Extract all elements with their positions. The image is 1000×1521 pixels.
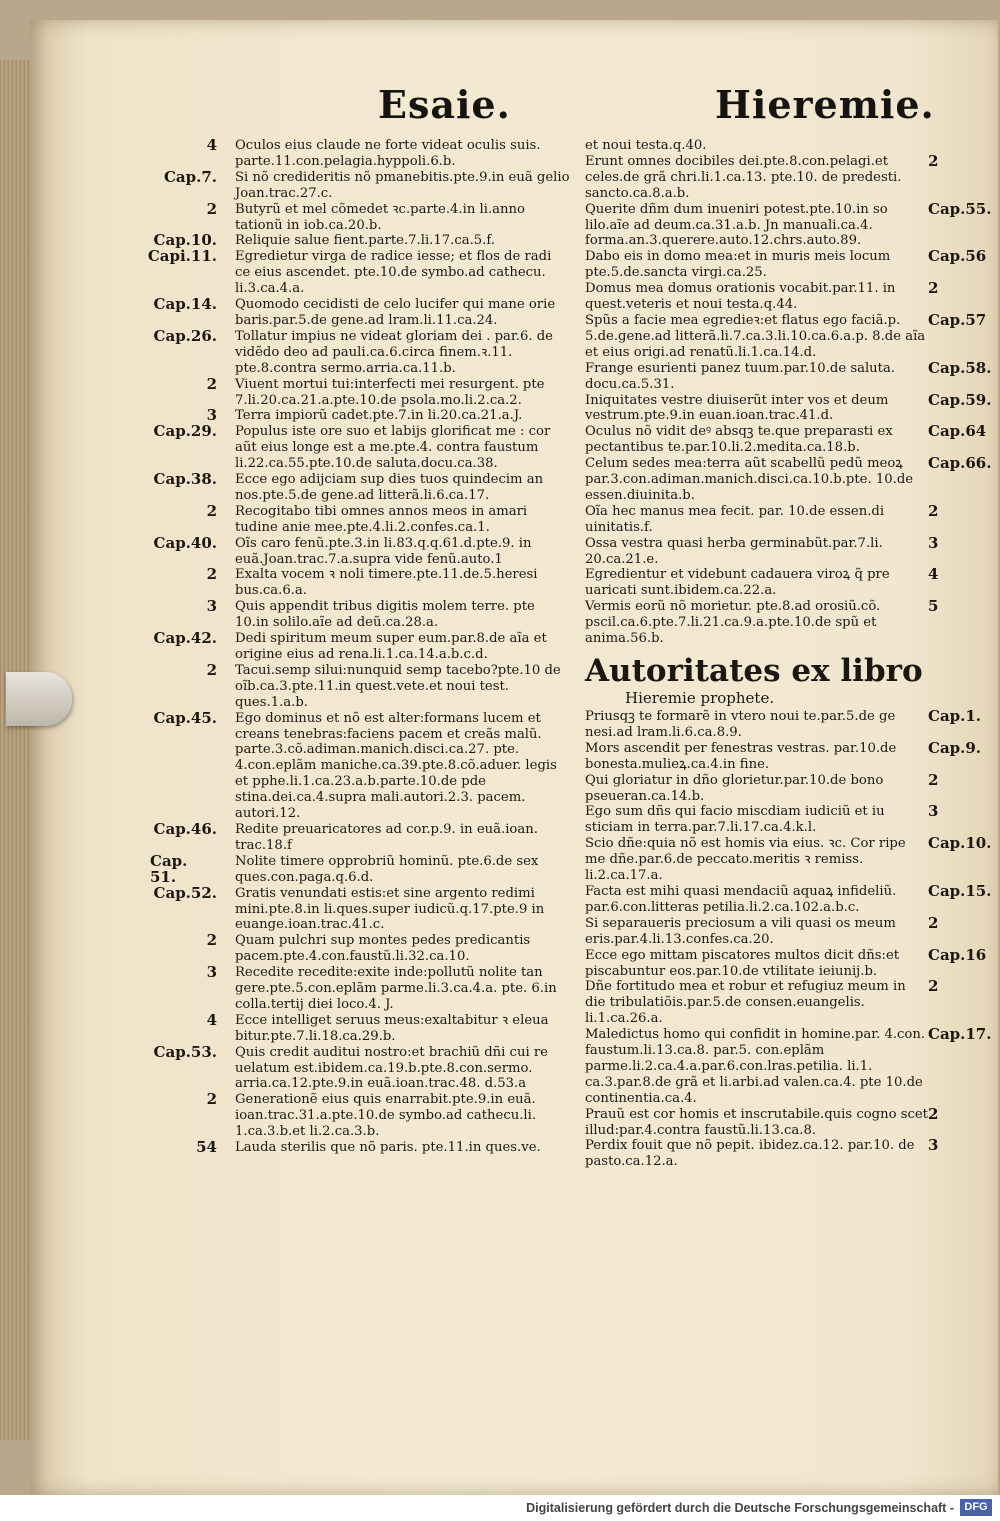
- subheading: [585, 653, 990, 707]
- subheading-subtitle: Hieremie prophete.: [625, 689, 775, 707]
- citation-text: Mors ascendit per fenestras vestras. par.10.de bonesta.mulieꝝ.ca.4.in fine.: [585, 740, 897, 772]
- citation-entry: [585, 281, 990, 313]
- page-clip: [6, 672, 72, 726]
- citation-entry: [150, 819, 570, 854]
- citation-entry: [585, 567, 990, 599]
- chapter-label: 4: [206, 1010, 217, 1029]
- chapter-label: Cap.29.: [153, 422, 217, 441]
- citation-entry: [585, 1138, 990, 1170]
- citation-text: Ecce intelliget seruus meus:exaltabitur ꝛ eleua bitur.pte.7.li.18.ca.29.b.: [235, 1012, 549, 1044]
- citation-entry: [585, 456, 990, 504]
- citation-text: Celum sedes mea:terra aũt scabellũ pedũ meoꝝ par.3.con.adiman.manich.disci.ca.10.b.pte. 10.de essen.diuinita.b.: [585, 456, 914, 503]
- citation-text: Gratis venundati estis:et sine argento redimi mini.pte.8.in li.ques.super iudicũ.q.17.pte.9 in euange.ioan.trac.41.c.: [235, 885, 545, 933]
- citation-entry: [150, 199, 570, 234]
- citation-text: Oĩa hec manus mea fecit. par. 10.de essen.di uinitatis.f.: [585, 503, 885, 535]
- chapter-label: Cap.53.: [153, 1042, 217, 1061]
- citation-entry: [150, 1042, 570, 1093]
- chapter-label: Cap.55.: [928, 199, 992, 218]
- citation-entry: [585, 881, 992, 916]
- citation-entry: [585, 599, 990, 647]
- citation-entry: [585, 913, 990, 948]
- chapter-label: Cap.15.: [928, 881, 992, 900]
- chapter-label: Cap.45.: [153, 708, 217, 727]
- citation-text: Ecce ego adijciam sup dies tuos quindecim an nos.pte.5.de gene.ad litterã.li.6.ca.17.: [235, 472, 544, 503]
- chapter-label: 2: [928, 151, 939, 170]
- citation-text: Quam pulchri sup montes pedes predicantis pacem.pte.4.con.faustũ.li.32.ca.10.: [235, 933, 531, 965]
- citation-text: Ego dominus et nõ est alter:formans lucem et creans tenebras:faciens pacem et creãs malũ. parte.3.cõ.adiman.manich.disci.ca.27. pte. 4.con.eplãm maniche.ca.39.pte.8.cõ.aduer. legis et pphe.li.1.ca.23.a.b.parte.10.de pde stina.dei.ca.4.supra mali.autori.2.3. pacem. autori.12.: [235, 710, 557, 822]
- citation-text: Populus iste ore suo et labijs glorificat me : cor aũt eius longe est a me.pte.4. contra faustum li.22.ca.55.pte.10.de saluta.docu.ca.38.: [235, 424, 551, 472]
- citation-text: Redite preuaricatores ad cor.p.9. in euã.ioan. trac.18.f: [235, 821, 538, 853]
- chapter-label: 3: [206, 963, 217, 982]
- citation-text: Si nõ credideritis nõ pmanebitis.pte.9.in euã gelio Joan.trac.27.c.: [235, 169, 570, 201]
- chapter-label: Cap.57: [928, 310, 987, 329]
- chapter-label: Cap.56: [928, 247, 987, 266]
- chapter-label: 2: [928, 977, 939, 996]
- citation-text: Nolite timere opprobriũ hominũ. pte.6.de sex ques.con.paga.q.6.d.: [235, 853, 539, 885]
- running-head-right: Hieremie.: [715, 82, 935, 127]
- chapter-label: 2: [206, 660, 217, 679]
- citation-text: Oculos eius claude ne forte videat oculis suis. parte.11.con.pelagia.hyppoli.6.b.: [235, 138, 541, 169]
- citation-entry: [150, 599, 570, 631]
- chapter-label: Cap.64: [928, 422, 987, 441]
- chapter-label: 54: [196, 1138, 217, 1157]
- citation-entry: [150, 1140, 570, 1156]
- chapter-label: 3: [928, 1136, 939, 1155]
- citation-entry: [585, 390, 992, 425]
- chapter-label: 2: [928, 770, 939, 789]
- citation-entry: [150, 138, 570, 170]
- chapter-label: 2: [206, 1090, 217, 1109]
- citation-entry: [150, 1010, 570, 1045]
- chapter-label: 5: [928, 597, 939, 616]
- citation-text: Egredietur virga de radice iesse; et flos de radi ce eius ascendet. pte.10.de symbo.ad cathecu. li.3.ca.4.a.: [235, 249, 552, 297]
- citation-entry: [150, 883, 570, 934]
- citation-text: Erunt omnes docibiles dei.pte.8.con.pelagi.et celes.de grã chri.li.1.ca.13. pte.10. de predesti. sancto.ca.8.a.b.: [585, 153, 902, 201]
- citation-entry: [150, 374, 570, 409]
- citation-entry: [585, 151, 990, 202]
- citation-entry: [150, 501, 570, 536]
- chapter-label: 2: [928, 501, 939, 520]
- citation-entry: [585, 979, 990, 1027]
- right-entries-hieremie: [585, 709, 990, 1170]
- citation-text: Quis credit auditui nostro:et brachiũ dñi cui re uelatum est.ibidem.ca.19.b.pte.8.con.sermo. arria.ca.12.pte.9.in euã.ioan.trac.48. d.53.a: [235, 1044, 548, 1092]
- citation-text: Exalta vocem ꝛ noli timere.pte.11.de.5.heresi bus.ca.6.a.: [235, 567, 538, 599]
- citation-entry: [150, 708, 570, 822]
- citation-text: Dñe fortitudo mea et robur et refugiuz meum in die tribulatiõis.par.5.de consen.euangelis. li.1.ca.26.a.: [585, 979, 906, 1027]
- citation-text: Butyrũ et mel cõmedet ꝛc.parte.4.in li.anno tationũ in iob.ca.20.b.: [235, 201, 525, 233]
- citation-entry: [585, 533, 990, 568]
- citation-text: Dedi spiritum meum super eum.par.8.de aĩa et origine eius ad rena.li.1.ca.14.a.b.c.d.: [235, 631, 547, 662]
- citation-entry: [150, 533, 570, 568]
- citation-text: Spũs a facie mea egredieꝛ:et flatus ego faciã.p. 5.de.gene.ad litterã.li.7.ca.3.li.10.ca.6.a.p. 8.de aĩa et eius origi.ad renatũ.li.1.ca.14.d.: [585, 312, 926, 360]
- dfg-logo: DFG: [960, 1499, 992, 1516]
- citation-text: Querite dñm dum inueniri potest.pte.10.in so lilo.aĩe ad deum.ca.31.a.b. Jn manuali.ca.4. forma.an.3.querere.auto.12.chrs.auto.89.: [585, 201, 888, 249]
- citation-entry: [150, 1092, 570, 1140]
- citation-text: Dabo eis in domo mea:et in muris meis locum pte.5.de.sancta virgi.ca.25.: [585, 249, 891, 281]
- chapter-label: Cap.10.: [928, 834, 992, 853]
- citation-text: Terra impiorũ cadet.pte.7.in li.20.ca.21.a.J.: [235, 408, 523, 424]
- citation-text: Perdix fouit que nõ pepit. ibidez.ca.12. par.10. de pasto.ca.12.a.: [585, 1138, 915, 1170]
- citation-entry: [150, 660, 570, 711]
- citation-entry: [150, 933, 570, 965]
- citation-entry: [585, 501, 990, 536]
- citation-entry: [585, 836, 990, 884]
- citation-entry: [585, 424, 990, 456]
- right-column: [585, 138, 990, 1170]
- citation-text: Oĩs caro fenũ.pte.3.in li.83.q.q.61.d.pte.9. in euã.Joan.trac.7.a.supra vide fenũ.auto.1: [235, 535, 532, 567]
- citation-text: Ossa vestra quasi herba germinabũt.par.7.li. 20.ca.21.e.: [585, 535, 883, 567]
- citation-text: Egredientur et videbunt cadauera viroꝝ q̃ pre uaricati sunt.ibidem.ca.22.a.: [585, 567, 890, 599]
- chapter-label: 3: [928, 533, 939, 552]
- chapter-label: Cap.14.: [153, 295, 217, 314]
- citation-text: Prauũ est cor homis et inscrutabile.quis cogno scet illud:par.4.contra faustũ.li.13.ca.8.: [585, 1106, 928, 1138]
- chapter-label: Cap.46.: [153, 819, 217, 838]
- citation-text: Maledictus homo qui confidit in homine.par. 4.con. faustum.li.13.ca.8. par.5. con.eplãm parme.li.2.ca.4.a.par.6.con.lras.petilia. li.1. ca.3.par.8.de grã et li.arbi.ad valen.ca.4. pte 10.de continentia.ca.4.: [585, 1027, 926, 1106]
- chapter-label: 2: [206, 565, 217, 584]
- citation-entry: [150, 567, 570, 599]
- citation-text: et noui testa.q.40.: [585, 138, 707, 153]
- citation-entry: [585, 709, 990, 741]
- citation-entry: [585, 770, 990, 805]
- citation-text: Domus mea domus orationis vocabit.par.11. in quest.veteris et noui testa.q.44.: [585, 281, 896, 313]
- citation-text: Lauda sterilis que nõ paris. pte.11.in ques.ve.: [235, 1140, 541, 1156]
- citation-text: Recogitabo tibi omnes annos meos in amari tudine anie mee.pte.4.li.2.confes.ca.1.: [235, 503, 528, 535]
- citation-text: Si separaueris preciosum a vili quasi os meum eris.par.4.li.13.confes.ca.20.: [585, 915, 896, 947]
- chapter-label: 2: [206, 199, 217, 218]
- chapter-label: Cap.26.: [153, 326, 217, 345]
- citation-entry: [585, 1104, 990, 1139]
- citation-text: Quomodo cecidisti de celo lucifer qui mane orie baris.par.5.de gene.ad lram.li.11.ca.24.: [235, 297, 556, 328]
- chapter-label: 3: [928, 802, 939, 821]
- citation-entry: [150, 851, 570, 886]
- citation-text: Generationẽ eius quis enarrabit.pte.9.in euã. ioan.trac.31.a.pte.10.de symbo.ad cathecu.li. 1.ca.3.b.et li.2.ca.3.b.: [235, 1092, 537, 1140]
- citation-entry: [150, 424, 570, 472]
- citation-text: Vermis eorũ nõ morietur. pte.8.ad orosiũ.cõ. pscil.ca.6.pte.7.li.21.ca.9.a.pte.10.de spũ et anima.56.b.: [585, 599, 881, 647]
- chapter-label: Capi.11.: [147, 247, 217, 266]
- citation-text: Reliquie salue fient.parte.7.li.17.ca.5.f.: [235, 233, 495, 249]
- chapter-label: Cap. 51.: [150, 851, 188, 886]
- chapter-label: Cap.7.: [163, 167, 217, 186]
- citation-text: Frange esurienti panez tuum.par.10.de saluta. docu.ca.5.31.: [585, 360, 896, 392]
- citation-text: Facta est mihi quasi mendaciũ aquaꝝ infideliũ. par.6.con.litteras petilia.li.2.ca.102.a.b.c.: [585, 883, 897, 915]
- citation-entry: [585, 199, 992, 250]
- citation-entry: [585, 945, 990, 980]
- chapter-label: 3: [206, 406, 217, 425]
- chapter-label: Cap.16: [928, 945, 987, 964]
- running-head-left: Esaie.: [378, 82, 511, 127]
- citation-entry: [150, 297, 570, 329]
- chapter-label: Cap.42.: [153, 629, 217, 648]
- citation-text: Oculus nõ vidit deꝰ absqꝫ te.que preparasti ex pectantibus te.par.10.li.2.medita.ca.18.b.: [585, 424, 893, 456]
- chapter-label: Cap.66.: [928, 454, 992, 473]
- chapter-label: 4: [928, 565, 939, 584]
- right-entries-esaie: [585, 138, 990, 647]
- chapter-label: 2: [206, 374, 217, 393]
- citation-text: Qui gloriatur in dño glorietur.par.10.de bono pseueran.ca.14.b.: [585, 772, 884, 804]
- chapter-label: 2: [206, 501, 217, 520]
- citation-entry: [585, 249, 990, 281]
- chapter-label: Cap.38.: [153, 470, 217, 489]
- citation-text: Quis appendit tribus digitis molem terre. pte 10.in solilo.aĩe ad deũ.ca.28.a.: [235, 599, 535, 631]
- citation-text: Tollatur impius ne videat gloriam dei . par.6. de vidẽdo deo ad pauli.ca.6.circa finem.ꝛ.11. pte.8.contra sermo.arria.ca.11.b.: [235, 328, 553, 376]
- citation-text: Ego sum dñs qui facio miscdiam iudiciũ et iu sticiam in terra.par.7.li.17.ca.4.k.l.: [585, 804, 885, 836]
- book-page-edges: [0, 60, 30, 1440]
- citation-entry: [150, 965, 570, 1013]
- chapter-label: 2: [206, 931, 217, 950]
- chapter-label: Cap.52.: [153, 883, 217, 902]
- citation-entry: [585, 310, 990, 361]
- chapter-label: Cap.1.: [928, 707, 982, 725]
- citation-text: Tacui.semp silui:nunquid semp tacebo?pte.10 de oĩb.ca.3.pte.11.in quest.vete.et noui test. ques.1.a.b.: [235, 662, 561, 710]
- left-column: [147, 136, 570, 1157]
- chapter-label: Cap.9.: [928, 738, 982, 757]
- chapter-label: 2: [928, 1104, 939, 1123]
- citation-entry: [150, 472, 570, 504]
- citation-text: Scio dñe:quia nõ est homis via eius. ꝛc. Cor ripe me dñe.par.6.de peccato.meritis ꝛ remiss. li.2.ca.17.a.: [585, 836, 906, 884]
- footer-credit: Digitalisierung gefördert durch die Deutsche Forschungsgemeinschaft -: [526, 1501, 954, 1515]
- chapter-label: Cap.40.: [153, 533, 217, 552]
- citation-entry: [147, 247, 570, 297]
- chapter-label: 3: [206, 597, 217, 616]
- citation-entry: [150, 326, 570, 377]
- citation-entry: [585, 1027, 990, 1107]
- citation-entry: [150, 631, 570, 663]
- citation-text: Priusqꝫ te formarẽ in vtero noui te.par.5.de ge nesi.ad lram.li.6.ca.8.9.: [585, 709, 896, 740]
- citation-text: Recedite recedite:exite inde:pollutũ nolite tan gere.pte.5.con.eplãm parme.li.3.ca.4.a. pte. 6.in colla.tertij diei loco.4. J.: [235, 965, 557, 1012]
- citation-text: Iniquitates vestre diuiserũt inter vos et deum vestrum.pte.9.in euan.ioan.trac.41.d.: [585, 392, 889, 424]
- citation-text: Ecce ego mittam piscatores multos dicit dñs:et piscabuntur eos.par.10.de vtilitate ieiunij.b.: [585, 947, 900, 979]
- chapter-label: 2: [928, 913, 939, 932]
- chapter-label: Cap.58.: [928, 358, 992, 377]
- chapter-label: 4: [206, 136, 217, 154]
- citation-entry: [585, 738, 990, 773]
- footer-bar: [0, 1495, 1000, 1521]
- citation-entry: [150, 167, 570, 202]
- chapter-label: Cap.10.: [153, 231, 217, 250]
- subheading-title: Autoritates ex libro: [585, 653, 923, 689]
- chapter-label: Cap.17.: [928, 1025, 992, 1044]
- citation-text: Viuent mortui tui:interfecti mei resurgent. pte 7.li.20.ca.21.a.pte.10.de psola.mo.li.2.ca.2.: [235, 376, 545, 408]
- citation-entry: [585, 804, 990, 836]
- chapter-label: 2: [928, 279, 939, 298]
- chapter-label: Cap.59.: [928, 390, 992, 409]
- citation-entry: [585, 358, 992, 393]
